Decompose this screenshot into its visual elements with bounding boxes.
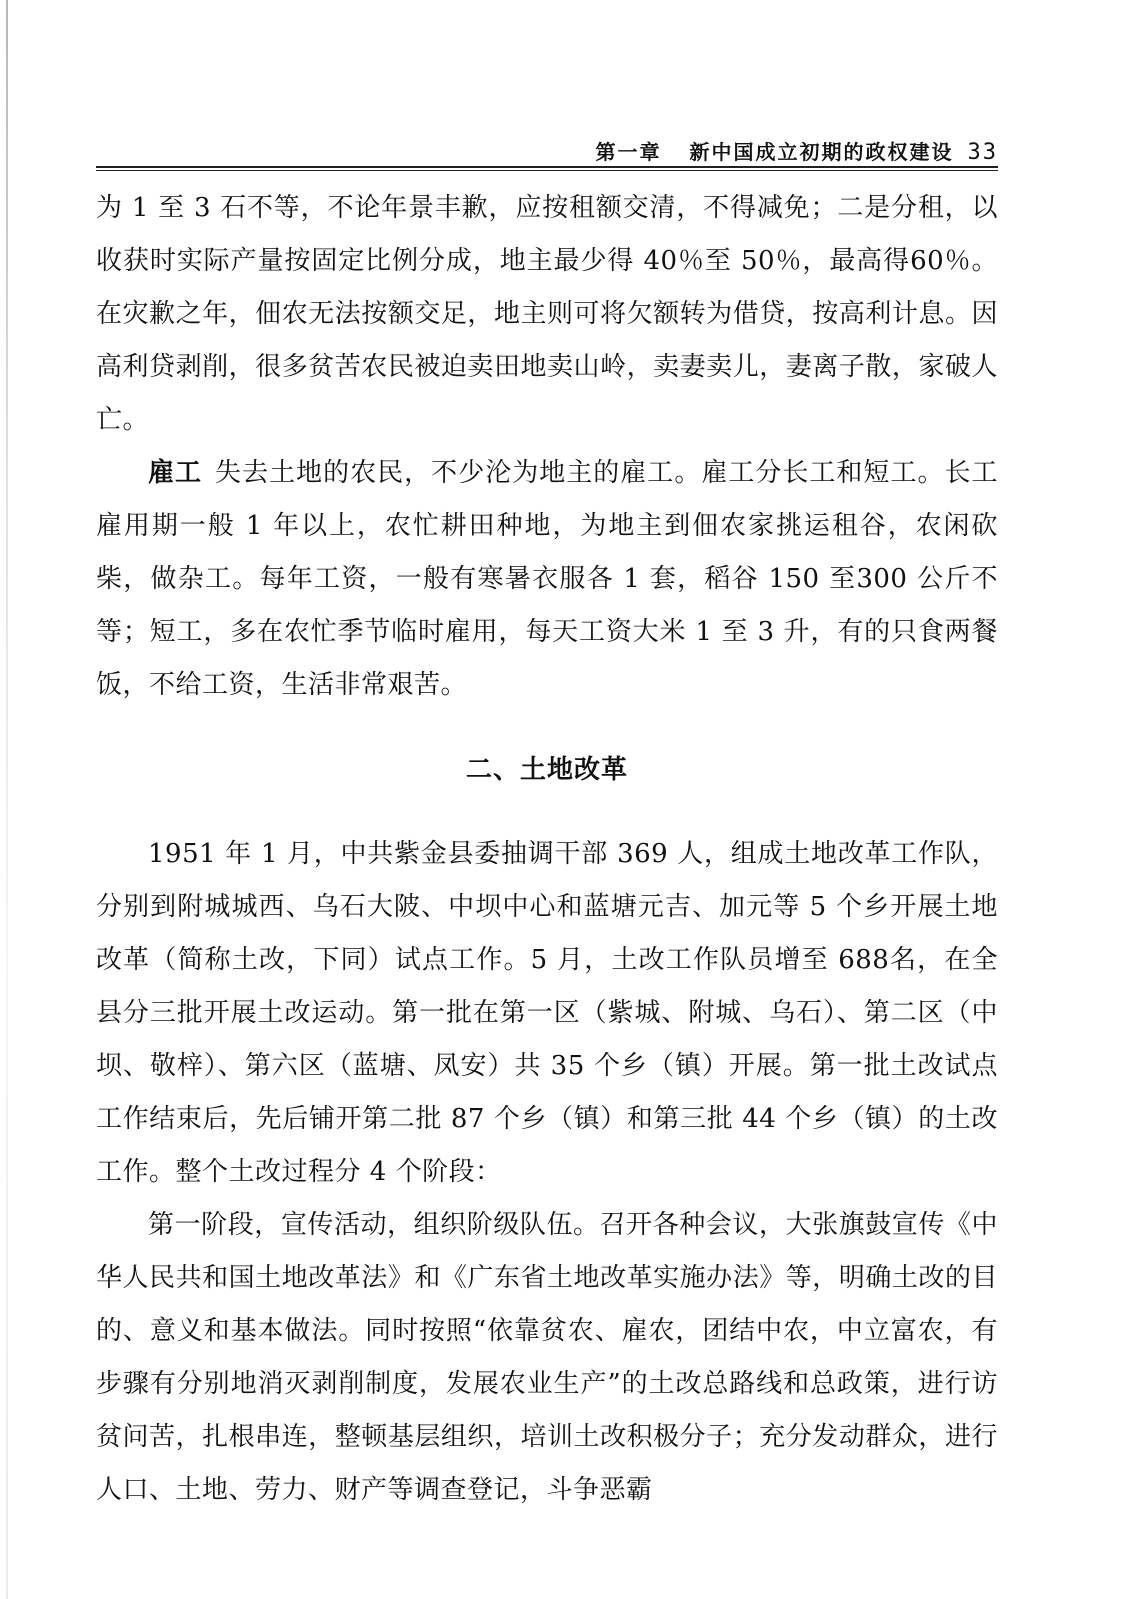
paragraph-4: 第一阶段，宣传活动，组织阶级队伍。召开各种会议，大张旗鼓宣传《中华人民共和国土地改革法》和《广东省土地改革实施办法》等，明确土改的目的、意义和基本做法。同时按照“依靠贫农、雇农，团结中农，中立富农，有步骤有分别地消灭剥削制度，发展农业生产”的土改总路线和总政策，进行访贫问苦，扎根串连，整顿基层组织，培训土改积极分子；充分发动群众，进行人口、土地、劳力、财产等调查登记，斗争恶霸 <box>96 1210 998 1505</box>
running-head <box>96 136 998 165</box>
header-rule <box>96 166 998 171</box>
paragraph-1: 为 1 至 3 石不等，不论年景丰歉，应按租额交清，不得减免；二是分租，以收获时实际产量按固定比例分成，地主最少得 40％至 50％，最高得60％。在灾歉之年，佃农无法按额交足，地主则可将欠额转为借贷，按高利计息。因高利贷剥削，很多贫苦农民被迫卖田地卖山岭，卖妻卖儿，妻离子散，家破人亡。 <box>96 193 998 435</box>
paragraph-2-term: 雇工 <box>148 458 203 488</box>
paragraph-2 <box>96 447 998 712</box>
scan-edge <box>6 0 8 1599</box>
paragraph-1-wrapper <box>96 182 998 447</box>
page-number: 33 <box>967 140 998 165</box>
chapter-label: 第一章 <box>595 140 662 164</box>
paragraph-3: 1951 年 1 月，中共紫金县委抽调干部 369 人，组成土地改革工作队，分别到附城城西、乌石大陂、中坝中心和蓝塘元吉、加元等 5 个乡开展土地改革（简称土改，下同）试点工作。5 月，土改工作队员增至 688名，在全县分三批开展土改运动。第一批在第一区（紫城、附城、乌石）、第二区（中坝、敬梓）、第六区（蓝塘、凤安）共 35 个乡（镇）开展。第一批土改试点工作结束后，先后铺开第二批 87 个乡（镇）和第三批 44 个乡（镇）的土改工作。整个土改过程分 4 个阶段： <box>96 839 998 1187</box>
paragraph-2-text: 失去土地的农民，不少沦为地主的雇工。雇工分长工和短工。长工雇用期一般 1 年以上，农忙耕田种地，为地主到佃农家挑运租谷，农闲砍柴，做杂工。每年工资，一般有寒暑衣服各 1 套，稻谷 150 至300 公斤不等；短工，多在农忙季节临时雇用，每天工资大米 1 至 3 升，有的只食两餐饭，不给工资，生活非常艰苦。 <box>96 458 998 700</box>
chapter-title: 新中国成立初期的政权建设 <box>689 140 954 164</box>
page-body <box>96 182 998 1517</box>
section-heading: 二、土地改革 <box>465 755 628 785</box>
